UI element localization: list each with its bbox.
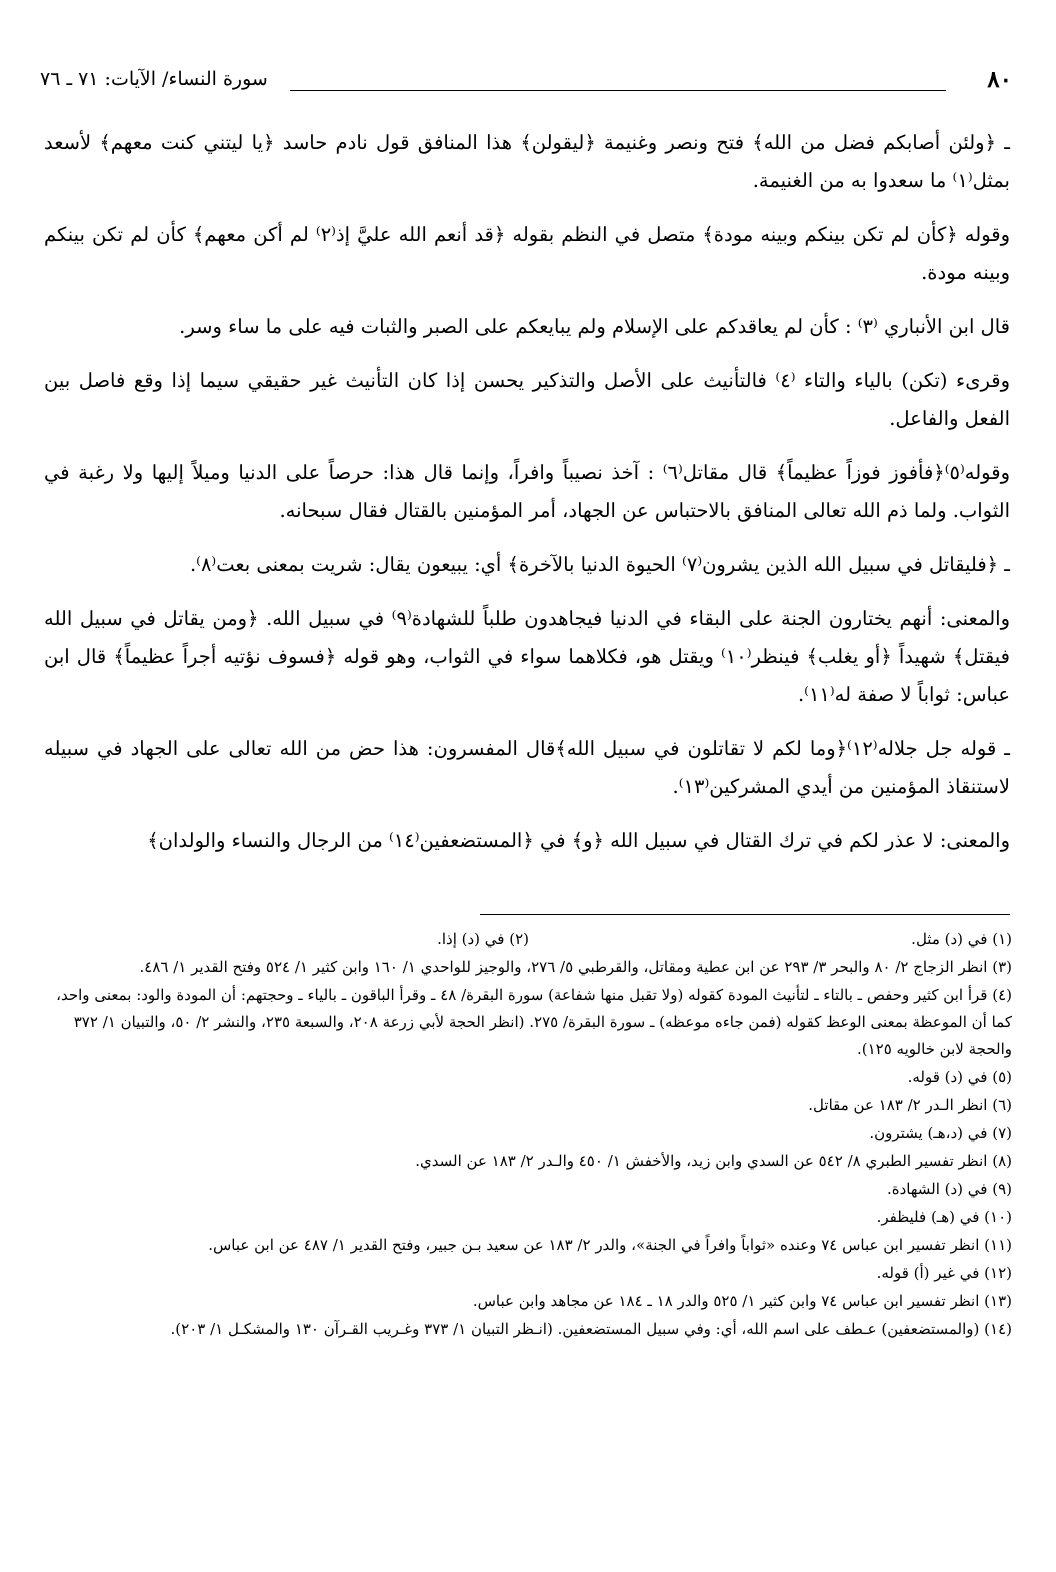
footnote: (١١) انظر تفسير ابن عباس ٧٤ وعنده «ثواباً وافراً في الجنة»، والدر ٢/ ١٨٣ عن سعيد بـن جبير، وفتح القدير ١/ ٤٨٧ عن ابن عباس. <box>208 1236 1012 1254</box>
footnote: (١٣) انظر تفسير ابن عباس ٧٤ وابن كثير ١/ ٥٢٥ والدر ١٨ ـ ١٨٤ عن مجاهد وابن عباس. <box>472 1292 1012 1310</box>
paragraph: وقوله⁽٥⁾﴿فأفوز فوزاً عظيماً﴾ قال مقاتل⁽٦⁾ : آخذ نصيباً وافراً، وإنما قال هذا: حرصاً على الدنيا وميلاً إليها ولا رغبة في الثواب. ولما ذم الله تعالى المنافق بالاحتباس عن الجهاد، أمر المؤمنين بالقتال فقال سبحانه. <box>44 461 1010 522</box>
main-text <box>44 124 1010 876</box>
footnote: (٩) في (د) الشهادة. <box>886 1180 1012 1198</box>
paragraph: وقوله ﴿كأن لم تكن بينكم وبينه مودة﴾ متصل في النظم بقوله ﴿قد أنعم الله عليَّ إذ⁽٢⁾ لم أكن معهم﴾ كأن لم تكن بينكم وبينه مودة. <box>44 223 1011 284</box>
footnote-row <box>46 926 1012 954</box>
footnotes <box>46 926 1012 1344</box>
footnote: (٥) في (د) قوله. <box>907 1068 1012 1086</box>
footnote: (١٠) في (هـ) فليظفر. <box>876 1208 1012 1226</box>
running-title: سورة النساء/ الآيات: ٧١ ـ ٧٦ <box>40 68 268 90</box>
paragraph: ـ قوله جل جلاله⁽١٢⁾﴿وما لكم لا تقاتلون في سبيل الله﴾قال المفسرون: هذا حض من الله تعالى على الجهاد في سبيله لاستنقاذ المؤمنين من أيدي المشركين⁽١٣⁾. <box>44 737 1011 798</box>
paragraph: والمعنى: لا عذر لكم في ترك القتال في سبيل الله ﴿و﴾ في ﴿المستضعفين⁽١٤⁾ من الرجال والنساء والولدان﴾ <box>147 829 1010 852</box>
paragraph: قال ابن الأنباري ⁽٣⁾ : كأن لم يعاقدكم على الإسلام ولم يبايعكم على الصبر والثبات فيه على ما ساء وسر. <box>179 315 1010 338</box>
page-header <box>40 62 1012 102</box>
footnote: (١٢) في غير (أ) قوله. <box>876 1264 1012 1282</box>
paragraph: وقرىء (تكن) بالياء والتاء ⁽٤⁾ فالتأنيث على الأصل والتذكير يحسن إذا كان التأنيث غير حقيقي سيما إذا وقع فاصل بين الفعل والفاعل. <box>44 369 1010 430</box>
footnote: (١) في (د) مثل. <box>911 930 1012 948</box>
footnote: (٤) قرأ ابن كثير وحفص ـ بالتاء ـ لتأنيث المودة كقوله (ولا تقبل منها شفاعة) سورة البقرة/ ٤٨ ـ وقرأ الباقون ـ بالياء ـ وحجتهم: أن المودة والود: بمعنى واحد، كما أن الموعظة بمعنى الوعظ كقوله (فمن جاءه موعظه) ـ سورة البقرة/ ٢٧٥. (انظر الحجة لأبي زرعة ٢٠٨، والسبعة ٢٣٥، والنشر ٢/ ٥٠، والتبيان ١/ ٣٧٢ والحجة لابن خالويه ١٢٥). <box>56 986 1012 1058</box>
footnote: (٦) انظر الـدر ٢/ ١٨٣ عن مقاتل. <box>808 1096 1012 1114</box>
page-number: ٨٠ <box>987 66 1012 93</box>
header-rule <box>290 90 946 91</box>
paragraph: ـ ﴿فليقاتل في سبيل الله الذين يشرون⁽٧⁾ الحيوة الدنيا بالآخرة﴾ أي: يبيعون يقال: شريت بمعنى بعت⁽٨⁾. <box>189 553 1010 576</box>
footnote-separator <box>480 914 1010 915</box>
footnote: (٧) في (د،هـ) يشترون. <box>869 1124 1012 1142</box>
footnote: (٨) انظر تفسير الطبري ٨/ ٥٤٢ عن السدي وابن زيد، والأخفش ١/ ٤٥٠ والـدر ٢/ ١٨٣ عن السدي. <box>415 1152 1012 1170</box>
footnote: (٣) انظر الزجاج ٢/ ٨٠ والبحر ٣/ ٢٩٣ عن ابن عطية ومقاتل، والقرطبي ٥/ ٢٧٦، والوجيز للواحدي ١/ ١٦٠ وابن كثير ١/ ٥٢٤ وفتح القدير ١/ ٤٨٦. <box>139 958 1012 976</box>
footnote: (١٤) (والمستضعفين) عـطف على اسم الله، أي: وفي سبيل المستضعفين. (انـظر التبيان ١/ ٣٧٣ وغـريب القـرآن ١٣٠ والمشكـل ١/ ٢٠٣). <box>170 1320 1012 1338</box>
paragraph: ـ ﴿ولئن أصابكم فضل من الله﴾ فتح ونصر وغنيمة ﴿ليقولن﴾ هذا المنافق قول نادم حاسد ﴿يا ليتني كنت معهم﴾ لأسعد بمثل⁽١⁾ ما سعدوا به من الغنيمة. <box>44 131 1010 192</box>
paragraph: والمعنى: أنهم يختارون الجنة على البقاء في الدنيا فيجاهدون طلباً للشهادة⁽٩⁾ في سبيل الله. ﴿ومن يقاتل في سبيل الله فيقتل﴾ شهيداً ﴿أو يغلب﴾ فينظر⁽١٠⁾ ويقتل هو، فكلاهما سواء في الثواب، وهو قوله ﴿فسوف نؤتيه أجراً عظيماً﴾ قال ابن عباس: ثواباً لا صفة له⁽١١⁾. <box>44 607 1010 706</box>
footnote: (٢) في (د) إذا. <box>437 930 529 948</box>
